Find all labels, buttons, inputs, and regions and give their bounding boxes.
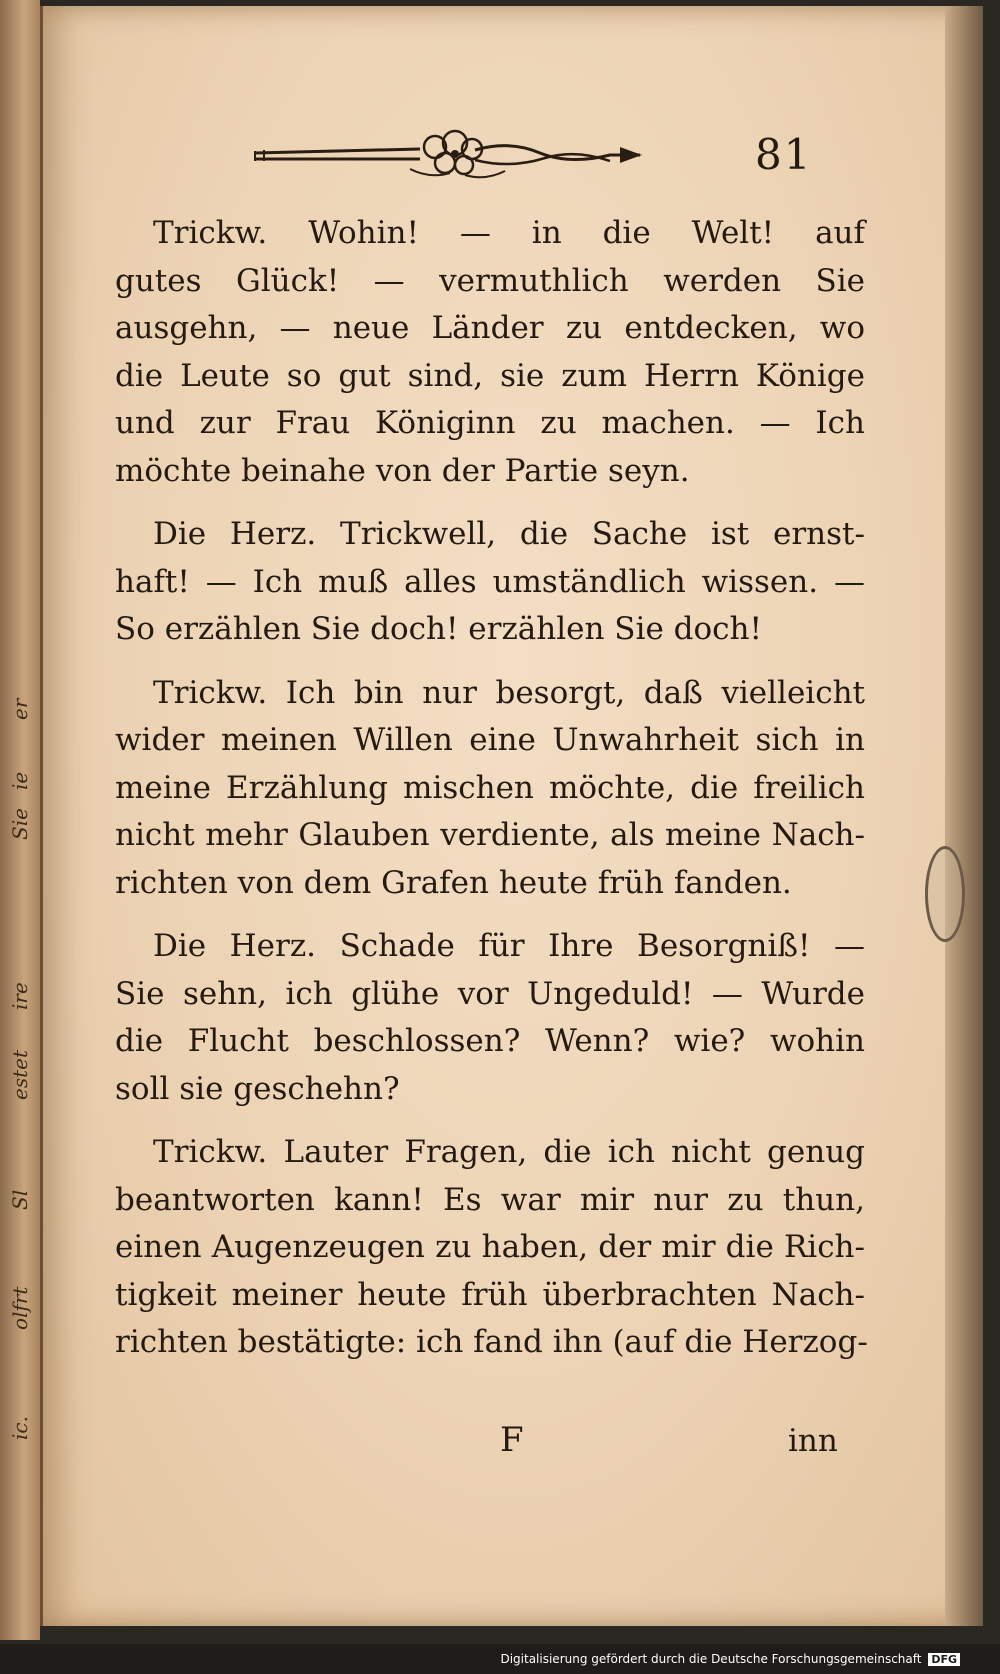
text-line: beantworten kann! Es war mir nur zu thun, bbox=[115, 1181, 865, 1218]
funding-credit-text: Digitalisierung gefördert durch die Deutsche Forschungsgemeinschaft bbox=[500, 1652, 922, 1666]
catchword: inn bbox=[788, 1423, 838, 1459]
bookmark-ring-icon bbox=[925, 846, 965, 942]
text-line: richten von dem Grafen heute früh fanden. bbox=[115, 864, 792, 901]
text-line: die Flucht beschlossen? Wenn? wie? wohin bbox=[115, 1023, 865, 1059]
left-page-edge bbox=[0, 0, 40, 1640]
text-line: gutes Glück! — vermuthlich werden Sie bbox=[115, 262, 865, 299]
paragraph bbox=[115, 511, 865, 654]
text-line: richten bestätigte: ich fand ihn (auf die Herzog- bbox=[115, 1324, 868, 1360]
dfg-logo: DFG bbox=[928, 1653, 960, 1666]
margin-fragment: ire bbox=[8, 982, 32, 1010]
text-line: wider meinen Willen eine Unwahrheit sich in bbox=[115, 722, 865, 758]
text-line: möchte beinahe von der Partie seyn. bbox=[115, 452, 690, 489]
text-line: einen Augenzeugen zu haben, der mir die Rich- bbox=[115, 1229, 865, 1265]
margin-fragment: ic. bbox=[8, 1416, 32, 1440]
text-line: meine Erzählung mischen möchte, die freilich bbox=[115, 769, 865, 806]
text-line: Die Herz. Schade für Ihre Besorgniß! — bbox=[153, 928, 865, 964]
margin-fragment: olfrt bbox=[8, 1286, 32, 1330]
text-line: soll sie geschehn? bbox=[115, 1070, 400, 1107]
ornament-flourish-icon bbox=[250, 125, 645, 185]
paragraph bbox=[115, 670, 865, 908]
paragraph bbox=[115, 210, 865, 495]
margin-fragment: Sie bbox=[8, 808, 32, 840]
text-line: Sie sehn, ich glühe vor Ungeduld! — Wurde bbox=[115, 975, 865, 1012]
margin-fragment: er bbox=[8, 698, 32, 720]
text-line: Trickw. Lauter Fragen, die ich nicht genug bbox=[153, 1134, 865, 1170]
text-line: haft! — Ich muß alles umständlich wissen. — bbox=[115, 563, 865, 600]
text-line: So erzählen Sie doch! erzählen Sie doch! bbox=[115, 611, 762, 647]
text-line: ausgehn, — neue Länder zu entdecken, wo bbox=[115, 310, 865, 346]
margin-fragment: Sl bbox=[8, 1189, 32, 1210]
margin-fragment: ie bbox=[8, 771, 32, 790]
margin-fragment: estet bbox=[8, 1049, 32, 1100]
text-line: Trickw. Ich bin nur besorgt, daß vielleicht bbox=[153, 674, 865, 711]
page-number: 81 bbox=[755, 130, 813, 179]
text-line: und zur Frau Königinn zu machen. — Ich bbox=[115, 405, 865, 441]
text-line: Trickw. Wohin! — in die Welt! auf bbox=[153, 215, 865, 251]
text-line: tigkeit meiner heute früh überbrachten Nach- bbox=[115, 1276, 865, 1313]
paragraph bbox=[115, 923, 865, 1113]
page-body-text bbox=[115, 210, 868, 1383]
text-line: Die Herz. Trickwell, die Sache ist ernst- bbox=[153, 516, 865, 552]
text-line: die Leute so gut sind, sie zum Herrn Könige bbox=[115, 357, 865, 394]
signature-mark: F bbox=[500, 1420, 524, 1460]
paragraph bbox=[115, 1129, 868, 1367]
page-edge bbox=[945, 6, 983, 1626]
funding-credit bbox=[500, 1652, 960, 1666]
text-line: nicht mehr Glauben verdiente, als meine Nach- bbox=[115, 817, 865, 853]
